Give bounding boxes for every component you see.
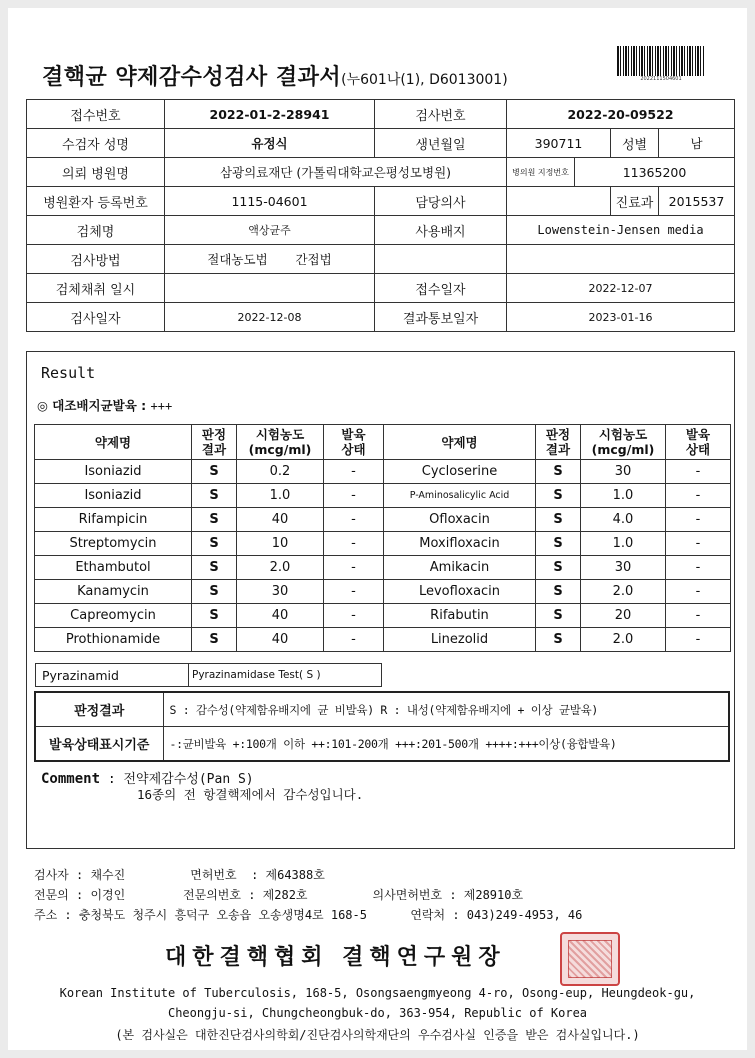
title-text: 결핵균 약제감수성검사 결과서 xyxy=(42,65,342,90)
drug-concentration: 40 xyxy=(237,508,324,532)
growth-std-label: 발육상태표시기준 xyxy=(35,727,163,762)
drug-name: Rifampicin xyxy=(35,508,192,532)
drug-concentration: 40 xyxy=(237,628,324,652)
drug-row xyxy=(35,556,731,580)
drug-growth: - xyxy=(666,460,731,484)
drug-growth: - xyxy=(666,580,731,604)
hospital-code-label: 병의원 지정번호 xyxy=(507,158,575,187)
drug-growth: - xyxy=(324,460,384,484)
drug-row xyxy=(35,580,731,604)
header-conc-right: 시험농도 (mcg/ml) xyxy=(581,425,666,460)
reg-no: 1115-04601 xyxy=(165,187,375,216)
drug-result: S xyxy=(536,628,581,652)
drug-growth: - xyxy=(324,580,384,604)
specimen-value: 액상균주 xyxy=(165,216,375,245)
pyrazinamide-table xyxy=(35,663,382,687)
footer-line-3: 주소 : 충청북도 청주시 흥덕구 오송읍 오송생명4로 168-5 연락처 : 043)249-4953, 46 xyxy=(34,908,583,922)
comment-label: Comment xyxy=(41,771,101,787)
drug-result: S xyxy=(536,460,581,484)
drug-row xyxy=(35,628,731,652)
drug-name: Rifabutin xyxy=(384,604,536,628)
drug-result: S xyxy=(192,484,237,508)
drug-result: S xyxy=(192,628,237,652)
receive-label: 접수일자 xyxy=(375,274,507,303)
certification-note: (본 검사실은 대한진단검사의학회/진단검사의학재단의 우수검사실 인증을 받은 검사실입니다.) xyxy=(115,1028,640,1042)
drug-growth: - xyxy=(324,532,384,556)
criteria-value: S : 감수성(약제함유배지에 균 비발육) R : 내성(약제함유배지에 + 이상 균발육) xyxy=(163,692,729,727)
receive-date: 2022-12-07 xyxy=(507,274,735,303)
drug-growth: - xyxy=(666,532,731,556)
drug-row xyxy=(35,460,731,484)
drug-growth: - xyxy=(666,556,731,580)
result-section xyxy=(26,351,735,849)
drug-growth: - xyxy=(324,508,384,532)
drug-result: S xyxy=(192,532,237,556)
drug-growth: - xyxy=(666,508,731,532)
criteria-table xyxy=(34,691,730,762)
header-conc-left: 시험농도 (mcg/ml) xyxy=(237,425,324,460)
drug-growth: - xyxy=(324,604,384,628)
sex-label: 성별 xyxy=(611,129,659,158)
pza-value: Pyrazinamidase Test( S ) xyxy=(189,664,382,687)
control-growth-value: +++ xyxy=(150,399,173,413)
test-no: 2022-20-09522 xyxy=(507,100,735,129)
header-growth-right: 발육 상태 xyxy=(666,425,731,460)
collect-value xyxy=(165,274,375,303)
method-value xyxy=(165,245,375,274)
drug-result: S xyxy=(192,460,237,484)
drug-concentration: 10 xyxy=(237,532,324,556)
comment-line-2: 16종의 전 항결핵제에서 감수성입니다. xyxy=(137,787,364,802)
doctor-name xyxy=(507,187,611,216)
title-code: (누601나(1), D6013001) xyxy=(341,72,508,88)
drug-concentration: 1.0 xyxy=(581,484,666,508)
drug-name: Isoniazid xyxy=(35,460,192,484)
header-judge-left: 판정 결과 xyxy=(192,425,237,460)
official-seal-icon xyxy=(560,932,620,986)
drug-name: Prothionamide xyxy=(35,628,192,652)
specimen-label: 검체명 xyxy=(27,216,165,245)
drug-name: Cycloserine xyxy=(384,460,536,484)
result-title: Result xyxy=(41,364,96,382)
drug-row xyxy=(35,484,731,508)
header-drug-right: 약제명 xyxy=(384,425,536,460)
drug-result: S xyxy=(536,532,581,556)
address-en-line-2: Cheongju-si, Chungcheongbuk-do, 363-954, Republic of Korea xyxy=(167,1006,588,1020)
comment xyxy=(41,768,364,802)
doctor-label: 담당의사 xyxy=(375,187,507,216)
drug-row xyxy=(35,532,731,556)
drug-name: Streptomycin xyxy=(35,532,192,556)
drug-name: Amikacin xyxy=(384,556,536,580)
drug-result: S xyxy=(192,556,237,580)
institute-name: 대한결핵협회 결핵연구원장 xyxy=(165,945,506,970)
barcode-bars xyxy=(617,46,705,76)
criteria-label: 판정결과 xyxy=(35,692,163,727)
drug-result: S xyxy=(536,484,581,508)
drug-result: S xyxy=(536,580,581,604)
test-date-label: 검사일자 xyxy=(27,303,165,332)
notify-label: 결과통보일자 xyxy=(375,303,507,332)
drug-concentration: 0.2 xyxy=(237,460,324,484)
birth-date: 390711 xyxy=(507,129,611,158)
drug-growth: - xyxy=(666,628,731,652)
drug-result: S xyxy=(192,508,237,532)
barcode-number: 2022111504601 xyxy=(640,76,682,82)
control-growth xyxy=(37,396,172,414)
drug-row xyxy=(35,604,731,628)
drug-growth: - xyxy=(666,484,731,508)
address-en-line-1: Korean Institute of Tuberculosis, 168-5, Osongsaengmyeong 4-ro, Osong-eup, Heungdeok-gu, xyxy=(59,986,696,1000)
reg-no-label: 병원환자 등록번호 xyxy=(27,187,165,216)
report-title xyxy=(42,60,508,91)
method-absolute: 절대농도법 xyxy=(207,252,268,267)
drug-growth: - xyxy=(324,556,384,580)
drug-name: P-Aminosalicylic Acid xyxy=(384,484,536,508)
patient-name-label: 수검자 성명 xyxy=(27,129,165,158)
patient-name: 유정식 xyxy=(165,129,375,158)
barcode xyxy=(617,46,705,84)
drug-growth: - xyxy=(324,628,384,652)
method-blank-1 xyxy=(375,245,507,274)
collect-label: 검체채취 일시 xyxy=(27,274,165,303)
drug-result: S xyxy=(536,508,581,532)
drug-concentration: 2.0 xyxy=(581,628,666,652)
header-judge-right: 판정 결과 xyxy=(536,425,581,460)
drug-concentration: 1.0 xyxy=(237,484,324,508)
header-growth-left: 발육 상태 xyxy=(324,425,384,460)
hospital-label: 의뢰 병원명 xyxy=(27,158,165,187)
drug-concentration: 2.0 xyxy=(581,580,666,604)
drug-growth: - xyxy=(666,604,731,628)
drug-name: Capreomycin xyxy=(35,604,192,628)
drug-concentration: 2.0 xyxy=(237,556,324,580)
header-drug-left: 약제명 xyxy=(35,425,192,460)
medium-value: Lowenstein-Jensen media xyxy=(507,216,735,245)
hospital-name: 삼광의료재단 (가톨릭대학교은평성모병원) xyxy=(165,158,507,187)
pza-label: Pyrazinamid xyxy=(36,664,189,687)
drug-growth: - xyxy=(324,484,384,508)
sex-value: 남 xyxy=(659,129,735,158)
method-blank-2 xyxy=(507,245,735,274)
footer-divider xyxy=(26,848,734,849)
drug-row xyxy=(35,508,731,532)
drug-name: Isoniazid xyxy=(35,484,192,508)
footer-line-2: 전문의 : 이경인 전문의번호 : 제282호 의사면허번호 : 제28910호 xyxy=(34,888,524,902)
dept-label: 진료과 xyxy=(611,187,659,216)
drug-result: S xyxy=(536,556,581,580)
drug-table-header xyxy=(35,425,731,460)
drug-name: Levofloxacin xyxy=(384,580,536,604)
medium-label: 사용배지 xyxy=(375,216,507,245)
drug-concentration: 1.0 xyxy=(581,532,666,556)
patient-info-table xyxy=(26,99,735,332)
method-indirect: 간접법 xyxy=(295,252,332,267)
notify-date: 2023-01-16 xyxy=(507,303,735,332)
drug-name: Linezolid xyxy=(384,628,536,652)
drug-concentration: 40 xyxy=(237,604,324,628)
drug-result: S xyxy=(192,580,237,604)
comment-line-1: : 전약제감수성(Pan S) xyxy=(107,772,254,787)
drug-concentration: 30 xyxy=(237,580,324,604)
drug-name: Ethambutol xyxy=(35,556,192,580)
drug-name: Moxifloxacin xyxy=(384,532,536,556)
drug-name: Ofloxacin xyxy=(384,508,536,532)
control-growth-label: ◎ 대조배지균발육 : xyxy=(37,398,147,413)
method-label: 검사방법 xyxy=(27,245,165,274)
drug-concentration: 20 xyxy=(581,604,666,628)
test-date: 2022-12-08 xyxy=(165,303,375,332)
reception-no: 2022-01-2-28941 xyxy=(165,100,375,129)
drug-name: Kanamycin xyxy=(35,580,192,604)
growth-std-value: -:균비발육 +:100개 이하 ++:101-200개 +++:201-500개 ++++:+++이상(융합발육) xyxy=(163,727,729,762)
drug-result: S xyxy=(536,604,581,628)
drug-table xyxy=(34,424,731,652)
drug-concentration: 4.0 xyxy=(581,508,666,532)
hospital-code: 11365200 xyxy=(575,158,735,187)
drug-concentration: 30 xyxy=(581,556,666,580)
test-no-label: 검사번호 xyxy=(375,100,507,129)
drug-concentration: 30 xyxy=(581,460,666,484)
birth-label: 생년월일 xyxy=(375,129,507,158)
drug-result: S xyxy=(192,604,237,628)
dept-value: 2015537 xyxy=(659,187,735,216)
footer-line-1: 검사자 : 채수진 면허번호 : 제64388호 xyxy=(34,868,325,882)
reception-no-label: 접수번호 xyxy=(27,100,165,129)
